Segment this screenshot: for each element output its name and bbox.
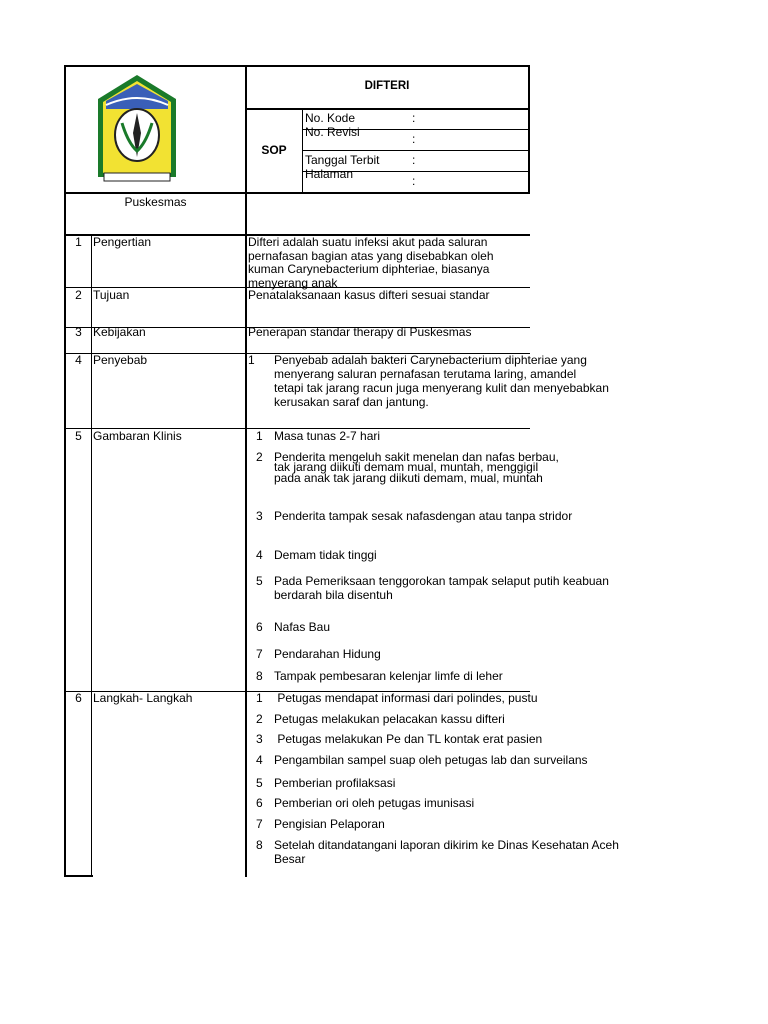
field-label-kode: No. Kode — [305, 111, 356, 125]
section-number: 2 — [75, 288, 82, 302]
field-sep-revisi: : — [412, 132, 416, 146]
item-line: Demam tidak tinggi — [274, 548, 377, 562]
item-number: 2 — [256, 450, 263, 464]
section-text-pengertian: Difteri adalah suatu infeksi akut pada saluran pernafasan bagian atas yang disebabkan oleh kuman Carynebacterium diphteriae, biasanya menyerang anak — [248, 235, 494, 290]
divider-header — [64, 192, 530, 194]
item-line: Petugas mendapat informasi dari polindes, pustu — [274, 691, 538, 705]
sop-label: SOP — [261, 143, 287, 157]
org-name: Puskesmas — [124, 195, 187, 209]
item-number: 1 — [256, 429, 263, 443]
item-number: 5 — [256, 776, 263, 790]
section-number: 1 — [75, 235, 82, 249]
field-sep-tanggal: : — [412, 153, 416, 167]
section-number: 3 — [75, 325, 82, 339]
field-label-halaman: Halaman — [305, 167, 354, 181]
item-line: berdarah bila disentuh — [274, 588, 393, 602]
section-text-kebijakan: Penerapan standar therapy di Puskesmas — [248, 325, 472, 339]
item-line: Petugas melakukan pelacakan kassu difteri — [274, 712, 505, 726]
item-number: 6 — [256, 620, 263, 634]
item-number: 3 — [256, 732, 263, 746]
item-line: menyerang saluran pernafasan terutama laring, amandel — [274, 367, 577, 381]
section-label-pengertian: Pengertian — [93, 235, 152, 249]
item-line: Pendarahan Hidung — [274, 647, 381, 661]
divider-title — [246, 108, 530, 110]
item-line: Besar — [274, 852, 306, 866]
item-line: pada anak tak jarang diikuti demam, mual, muntah — [274, 471, 543, 485]
item-number: 7 — [256, 647, 263, 661]
item-number: 8 — [256, 838, 263, 852]
item-line: Tampak pembesaran kelenjar limfe di leher — [274, 669, 503, 683]
item-number: 1 — [256, 691, 263, 705]
section-number: 4 — [75, 353, 82, 367]
item-line: Nafas Bau — [274, 620, 331, 634]
aceh-besar-logo — [94, 73, 180, 185]
item-number: 7 — [256, 817, 263, 831]
section-label-kebijakan: Kebijakan — [93, 325, 146, 339]
item-line: Masa tunas 2-7 hari — [274, 429, 381, 443]
item-line: Penderita tampak sesak nafasdengan atau tanpa stridor — [274, 509, 573, 523]
section-number: 6 — [75, 691, 82, 705]
section-text-tujuan: Penatalaksanaan kasus difteri sesuai standar — [248, 288, 490, 302]
sop-title: DIFTERI — [364, 80, 410, 92]
divider-col-content — [245, 65, 247, 877]
item-number: 3 — [256, 509, 263, 523]
item-number: 5 — [256, 574, 263, 588]
item-line: tetapi tak jarang racun juga menyerang kulit dan menyebabkan — [274, 381, 609, 395]
item-line: Pemberian ori oleh petugas imunisasi — [274, 796, 475, 810]
section-label-tujuan: Tujuan — [93, 288, 130, 302]
item-line: Pemberian profilaksasi — [274, 776, 396, 790]
item-line: kerusakan saraf dan jantung. — [274, 395, 429, 409]
sop-document — [64, 65, 619, 877]
item-number: 4 — [256, 548, 263, 562]
field-sep-halaman: : — [412, 174, 416, 188]
item-line-clipped: tak jarang diikuti demam mual, muntah, menggigil — [274, 460, 539, 474]
border-left — [64, 65, 66, 877]
item-line: Penderita mengeluh sakit menelan dan nafas berbau, — [274, 450, 559, 464]
divider-field-2 — [302, 150, 530, 151]
border-top — [64, 65, 530, 67]
item-line: Pengambilan sampel suap oleh petugas lab dan surveilans — [274, 753, 588, 767]
divider-col-number — [91, 235, 92, 877]
border-bottom — [64, 875, 93, 877]
item-number: 4 — [256, 753, 263, 767]
section-label-langkah: Langkah- Langkah — [93, 691, 193, 705]
item-line: Pengisian Pelaporan — [274, 817, 385, 831]
field-sep-kode: : — [412, 111, 416, 125]
item-line: Pada Pemeriksaan tenggorokan tampak selaput putih keabuan — [274, 574, 609, 588]
divider-col-fields — [302, 108, 303, 193]
field-label-revisi: No. Revisi — [305, 125, 360, 139]
border-right — [528, 65, 530, 193]
item-number: 6 — [256, 796, 263, 810]
item-number: 8 — [256, 669, 263, 683]
item-line: Penyebab adalah bakteri Carynebacterium diphteriae yang — [274, 353, 587, 367]
section-label-penyebab: Penyebab — [93, 353, 148, 367]
item-line: Setelah ditandatangani laporan dikirim ke Dinas Kesehatan Aceh — [274, 838, 619, 852]
section-number: 5 — [75, 429, 82, 443]
field-label-tanggal: Tanggal Terbit — [305, 153, 380, 167]
item-line: Petugas melakukan Pe dan TL kontak erat pasien — [274, 732, 543, 746]
item-number: 1 — [248, 353, 255, 367]
section-label-gambaran-klinis: Gambaran Klinis — [93, 429, 182, 443]
item-number: 2 — [256, 712, 263, 726]
